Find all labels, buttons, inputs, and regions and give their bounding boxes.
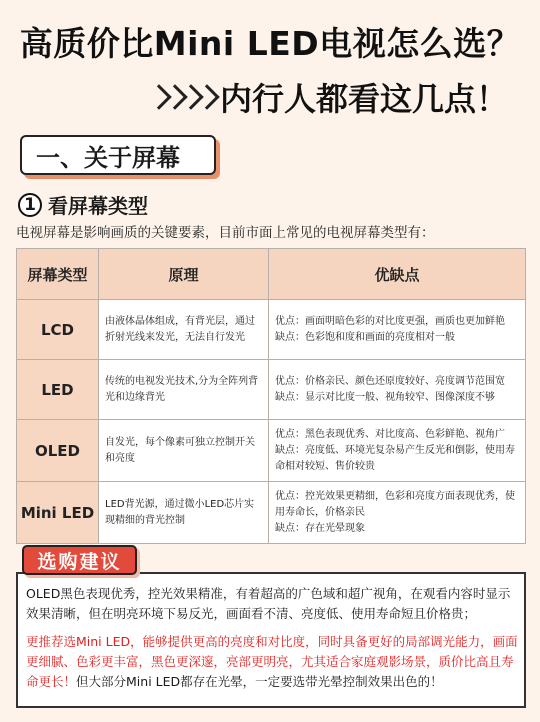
pros-cons-cell bbox=[269, 360, 526, 420]
table-row bbox=[17, 360, 526, 420]
intro-text: 电视屏幕是影响画质的关键要素，目前市面上常见的电视屏幕类型有： bbox=[16, 225, 435, 241]
principle-cell: 传统的电视发光技术,分为全阵列背光和边缘背光 bbox=[99, 360, 269, 420]
screen-type-table bbox=[16, 248, 526, 544]
page-subtitle: 内行人都看这几点！ bbox=[220, 80, 509, 118]
cons-text: 缺点：存在光晕现象 bbox=[275, 522, 365, 534]
circled-number-icon: 1 bbox=[18, 193, 42, 217]
screen-type-cell: Mini LED bbox=[17, 482, 99, 544]
pros-cons-cell bbox=[269, 300, 526, 360]
pros-cons-cell bbox=[269, 420, 526, 482]
table-row bbox=[17, 300, 526, 360]
subtitle-row bbox=[150, 72, 530, 122]
advice-tag: 选购建议 bbox=[22, 545, 137, 575]
advice-paragraph bbox=[26, 632, 518, 692]
table-row bbox=[17, 420, 526, 482]
advice-highlight: 更推荐选Mini LED，能够提供更高的亮度和对比度，同时具备更好的局部调光能力，画面更细腻、色彩更丰富，黑色更深邃，亮部更明亮，尤其适合家庭观影场景，质价比高且寿命更长！ bbox=[26, 634, 518, 689]
pros-text: 优点：控光效果更精细，色彩和亮度方面表现优秀，使用寿命长，价格亲民 bbox=[275, 490, 515, 518]
subsection-label: 看屏幕类型 bbox=[48, 194, 148, 218]
principle-cell: 由液体晶体组成，有背光层，通过折射光线来发光，无法自行发光 bbox=[99, 300, 269, 360]
section-heading: 一、关于屏幕 bbox=[20, 135, 216, 175]
pros-text: 优点：黑色表现优秀、对比度高、色彩鲜艳、视角广 bbox=[275, 428, 505, 440]
subsection-heading bbox=[18, 190, 148, 219]
advice-note: 但大部分Mini LED都存在光晕，一定要选带光晕控制效果出色的！ bbox=[76, 674, 443, 689]
screen-type-cell: LCD bbox=[17, 300, 99, 360]
screen-type-cell: OLED bbox=[17, 420, 99, 482]
cons-text: 缺点：亮度低、环境光复杂易产生反光和倒影，使用寿命相对较短、售价较贵 bbox=[275, 444, 515, 472]
screen-type-cell: LED bbox=[17, 360, 99, 420]
pros-cons-cell bbox=[269, 482, 526, 544]
advice-box bbox=[16, 572, 526, 708]
principle-cell: 自发光，每个像素可独立控制开关和亮度 bbox=[99, 420, 269, 482]
table-row bbox=[17, 482, 526, 544]
page-title: 高质价比Mini LED电视怎么选？ bbox=[19, 24, 521, 63]
table-header-row bbox=[17, 249, 526, 300]
advice-paragraph: OLED黑色表现优秀，控光效果精准，有着超高的广色域和超广视角，在观看内容时显示效果清晰，但在明亮环境下易反光，画面看不清、亮度低、使用寿命短且价格贵； bbox=[26, 586, 511, 621]
table-header: 优缺点 bbox=[269, 249, 526, 300]
pros-text: 优点：价格亲民、颜色还原度较好、亮度调节范围宽 bbox=[275, 375, 505, 387]
cons-text: 缺点：色彩饱和度和画面的亮度相对一般 bbox=[275, 331, 455, 343]
table-header: 屏幕类型 bbox=[17, 249, 99, 300]
chevrons-icon bbox=[150, 88, 214, 106]
table-header: 原理 bbox=[99, 249, 269, 300]
cons-text: 缺点：显示对比度一般、视角较窄、图像深度不够 bbox=[275, 391, 495, 403]
principle-cell: LED背光源，通过微小LED芯片实现精细的背光控制 bbox=[99, 482, 269, 544]
pros-text: 优点：画面明暗色彩的对比度更强，画质也更加鲜艳 bbox=[275, 315, 505, 327]
